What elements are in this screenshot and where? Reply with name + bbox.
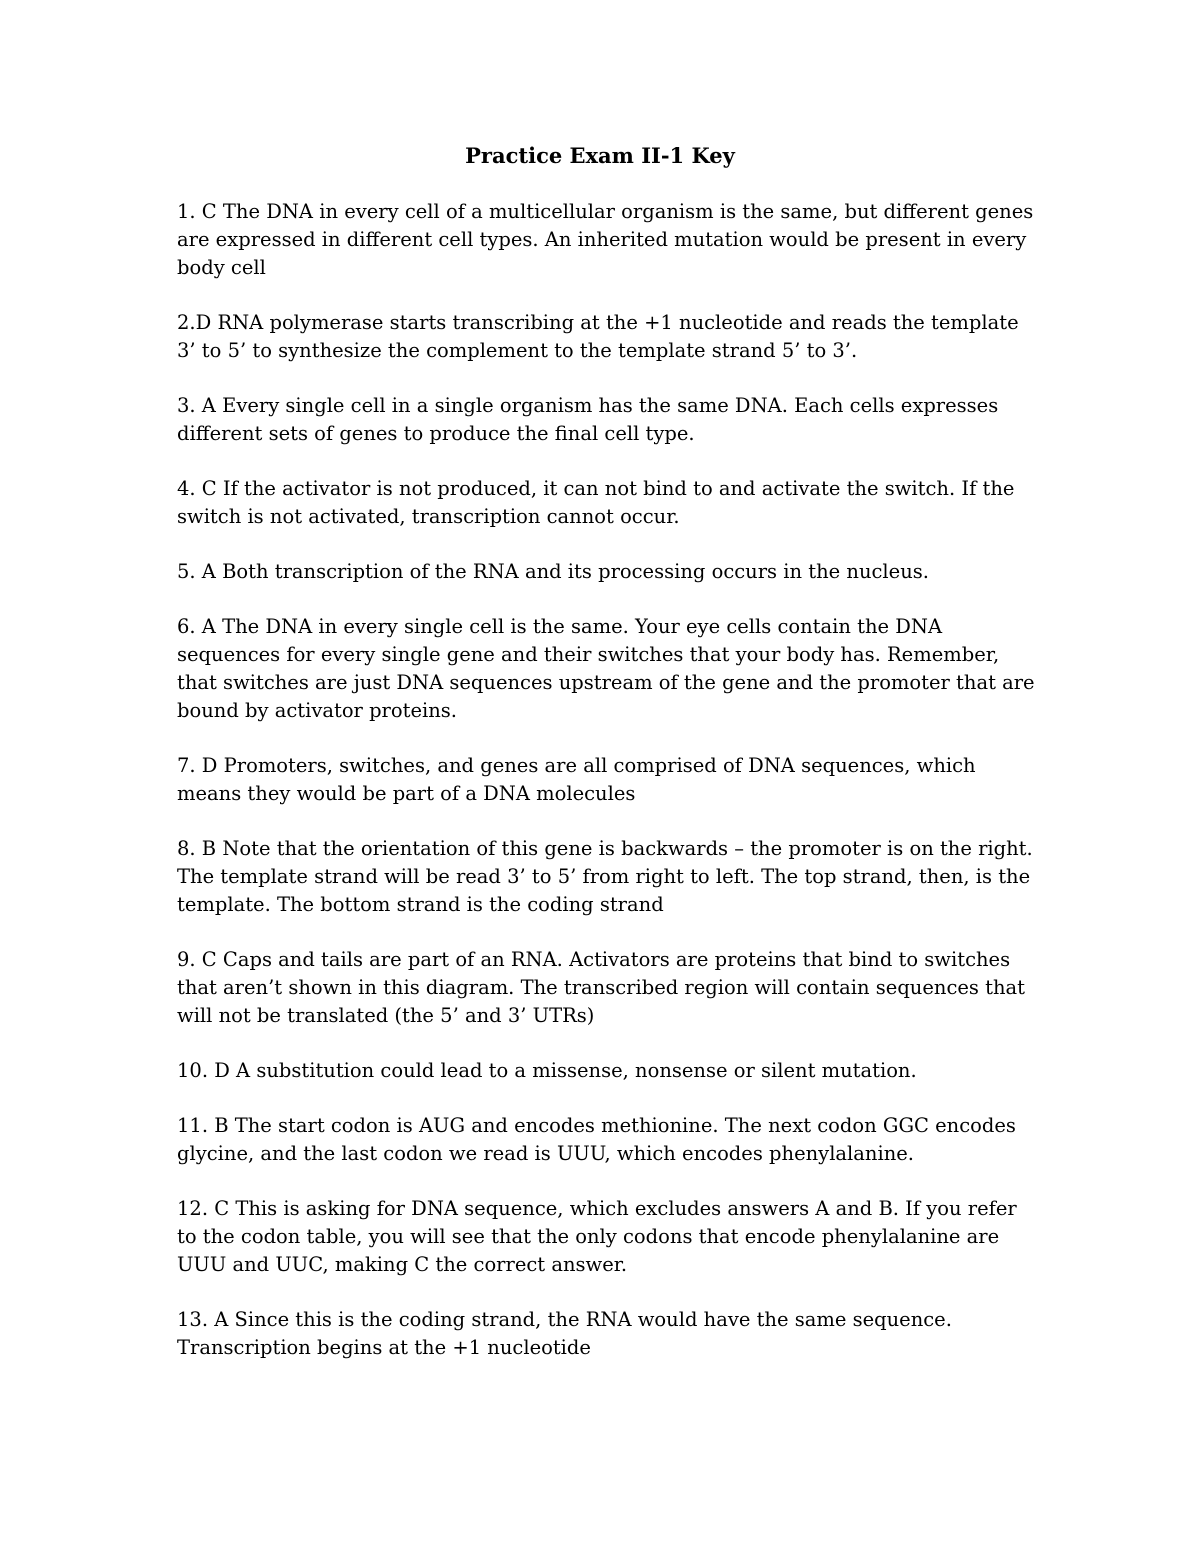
answer-item-3: 3. A Every single cell in a single organism has the same DNA. Each cells expresses different sets of genes to produce the final cell type. bbox=[177, 394, 999, 445]
answer-item-7: 7. D Promoters, switches, and genes are all comprised of DNA sequences, which means they would be part of a DNA molecules bbox=[177, 754, 976, 805]
page-title: Practice Exam II-1 Key bbox=[465, 143, 735, 168]
answer-list bbox=[177, 198, 1037, 1389]
answer-item-2: 2.D RNA polymerase starts transcribing at the +1 nucleotide and reads the template 3’ to 5’ to synthesize the complement to the template strand 5’ to 3’. bbox=[177, 311, 1019, 362]
answer-item-11: 11. B The start codon is AUG and encodes methionine. The next codon GGC encodes glycine, and the last codon we read is UUU, which encodes phenylalanine. bbox=[177, 1114, 1016, 1165]
answer-item-9: 9. C Caps and tails are part of an RNA. Activators are proteins that bind to switches that aren’t shown in this diagram. The transcribed region will contain sequences that will not be translated (the 5’ and 3’ UTRs) bbox=[177, 948, 1025, 1027]
answer-item-4: 4. C If the activator is not produced, it can not bind to and activate the switch. If the switch is not activated, transcription cannot occur. bbox=[177, 477, 1015, 528]
answer-item-12: 12. C This is asking for DNA sequence, which excludes answers A and B. If you refer to the codon table, you will see that the only codons that encode phenylalanine are UUU and UUC, making C the correct answer. bbox=[177, 1197, 1017, 1276]
answer-item-1: 1. C The DNA in every cell of a multicellular organism is the same, but different genes are expressed in different cell types. An inherited mutation would be present in every body cell bbox=[177, 200, 1034, 279]
answer-item-6: 6. A The DNA in every single cell is the same. Your eye cells contain the DNA sequences for every single gene and their switches that your body has. Remember, that switches are just DNA sequences upstream of the gene and the promoter that are bound by activator proteins. bbox=[177, 615, 1035, 722]
answer-item-5: 5. A Both transcription of the RNA and its processing occurs in the nucleus. bbox=[177, 560, 929, 583]
answer-item-13: 13. A Since this is the coding strand, the RNA would have the same sequence. Transcription begins at the +1 nucleotide bbox=[177, 1308, 952, 1359]
answer-item-8: 8. B Note that the orientation of this gene is backwards – the promoter is on the right. The template strand will be read 3’ to 5’ from right to left. The top strand, then, is the template. The bottom strand is the coding strand bbox=[177, 837, 1033, 916]
answer-item-10: 10. D A substitution could lead to a missense, nonsense or silent mutation. bbox=[177, 1059, 917, 1082]
